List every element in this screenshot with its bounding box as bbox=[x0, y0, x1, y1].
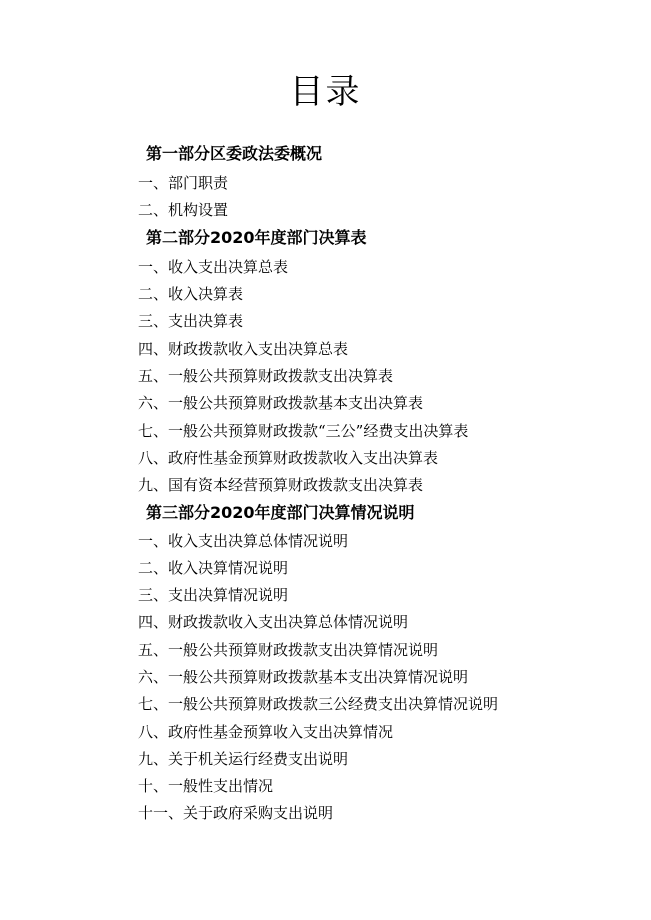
toc-item: 十一、关于政府采购支出说明 bbox=[138, 804, 334, 822]
toc-item: 八、政府性基金预算收入支出决算情况 bbox=[138, 723, 394, 741]
toc-item: 八、政府性基金预算财政拨款收入支出决算表 bbox=[138, 449, 439, 467]
toc-item: 五、一般公共预算财政拨款支出决算表 bbox=[138, 367, 394, 385]
toc-item: 二、收入决算表 bbox=[138, 285, 244, 303]
toc-item: 七、一般公共预算财政拨款三公经费支出决算情况说明 bbox=[138, 695, 499, 713]
toc-item: 四、财政拨款收入支出决算总体情况说明 bbox=[138, 613, 409, 631]
toc-item: 一、收入支出决算总体情况说明 bbox=[138, 532, 349, 550]
toc-item: 五、一般公共预算财政拨款支出决算情况说明 bbox=[138, 641, 439, 659]
toc-item: 一、部门职责 bbox=[138, 174, 229, 192]
toc-item: 二、机构设置 bbox=[138, 201, 229, 219]
toc-section-heading: 第二部分2020年度部门决算表 bbox=[146, 228, 367, 247]
toc-item: 三、支出决算情况说明 bbox=[138, 586, 289, 604]
toc-item: 六、一般公共预算财政拨款基本支出决算表 bbox=[138, 394, 424, 412]
toc-item: 九、关于机关运行经费支出说明 bbox=[138, 750, 349, 768]
toc-item: 三、支出决算表 bbox=[138, 312, 244, 330]
toc-item: 十、一般性支出情况 bbox=[138, 777, 274, 795]
toc-item: 六、一般公共预算财政拨款基本支出决算情况说明 bbox=[138, 668, 469, 686]
page-title: 目录 bbox=[289, 72, 362, 112]
toc-item: 九、国有资本经营预算财政拨款支出决算表 bbox=[138, 476, 424, 494]
toc-section-heading: 第一部分区委政法委概况 bbox=[146, 144, 323, 163]
toc-item: 七、一般公共预算财政拨款“三公”经费支出决算表 bbox=[138, 422, 469, 440]
toc-item: 四、财政拨款收入支出决算总表 bbox=[138, 340, 349, 358]
toc-section-heading: 第三部分2020年度部门决算情况说明 bbox=[146, 503, 415, 522]
toc-item: 二、收入决算情况说明 bbox=[138, 559, 289, 577]
toc-item: 一、收入支出决算总表 bbox=[138, 258, 289, 276]
